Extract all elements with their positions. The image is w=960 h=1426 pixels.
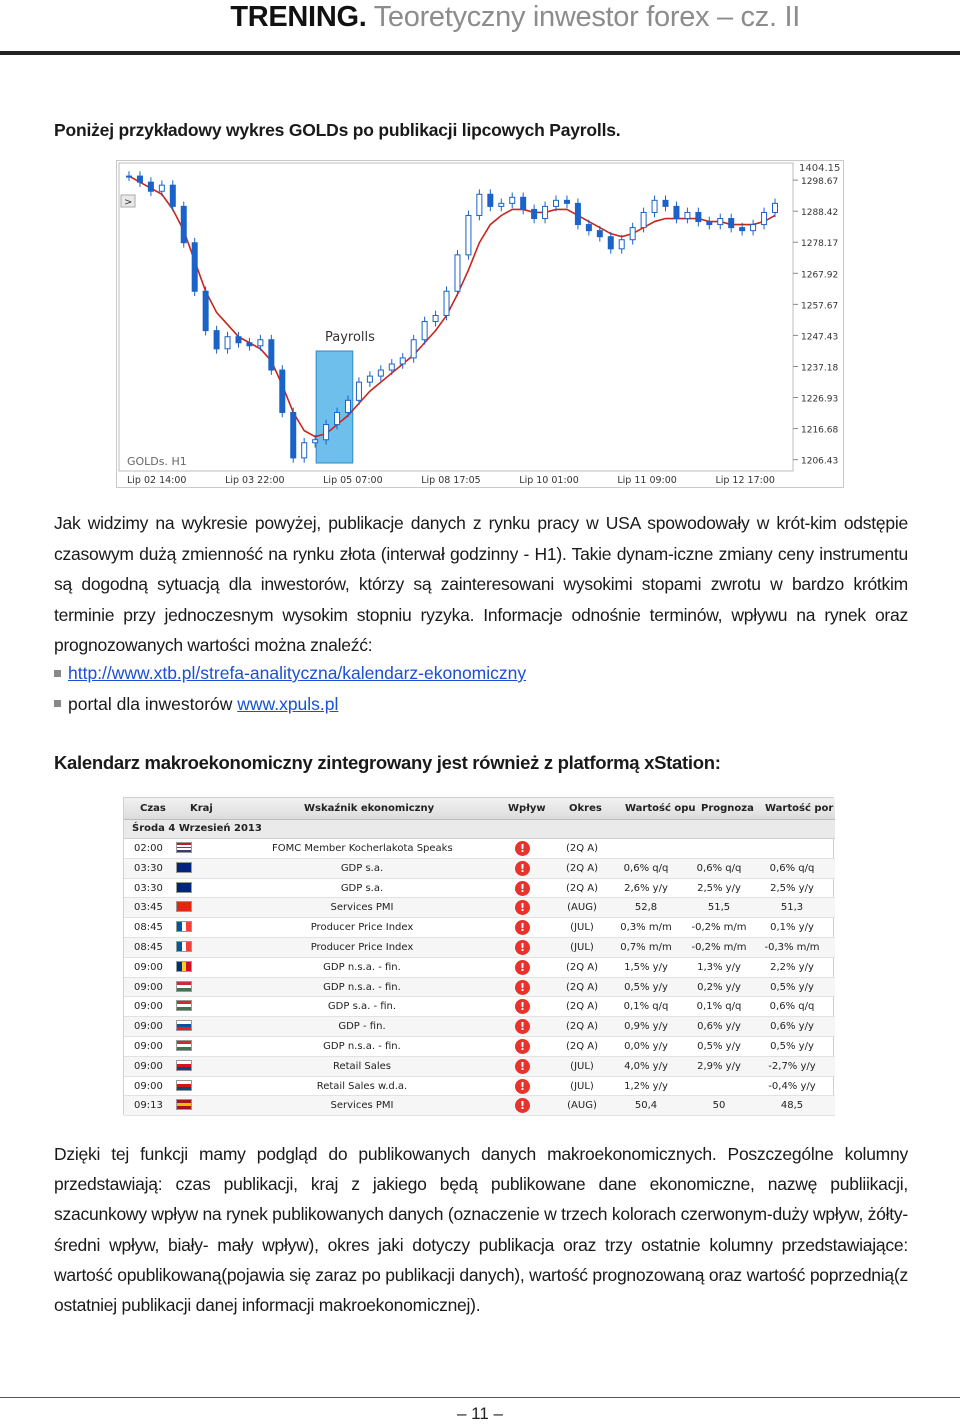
impact-high-icon: ! — [515, 920, 530, 935]
candle-body — [630, 228, 635, 240]
impact-high-icon: ! — [515, 881, 530, 896]
table-row[interactable] — [124, 997, 835, 1017]
candle-body — [269, 340, 274, 370]
candle-body — [127, 176, 132, 177]
chart-svg — [117, 161, 843, 487]
country-flag-icon — [176, 941, 192, 952]
y-tick-label: 1267.92 — [801, 270, 839, 281]
impact-high-icon: ! — [515, 980, 530, 995]
table-row[interactable] — [124, 918, 835, 938]
bullet-icon — [54, 670, 61, 677]
candle-body — [641, 212, 646, 227]
candle-body — [718, 219, 723, 225]
x-tick-label: Lip 10 01:00 — [519, 475, 579, 486]
candle-body — [444, 291, 449, 315]
candle-body — [543, 206, 548, 218]
flag-stripe — [177, 1106, 191, 1109]
row-previous: 0,5% y/y — [770, 981, 814, 993]
candle-body — [433, 315, 438, 321]
row-forecast: 50 — [712, 1100, 726, 1112]
impact-high-icon: ! — [515, 841, 530, 856]
table-row[interactable] — [124, 879, 835, 899]
candle-body — [247, 343, 252, 346]
row-indicator: FOMC Member Kocherlakota Speaks — [272, 843, 453, 854]
candle-body — [740, 228, 745, 231]
row-actual: 0,3% m/m — [620, 922, 672, 934]
y-tick-label: 1247.43 — [801, 332, 839, 343]
header-rule — [0, 51, 960, 55]
flag-stripe — [177, 908, 191, 911]
payrolls-annotation: Payrolls — [325, 330, 375, 345]
list-item-xtb — [54, 658, 526, 689]
candle-body — [488, 194, 493, 206]
y-tick-label: 1298.67 — [801, 177, 839, 188]
impact-high-icon: ! — [515, 999, 530, 1014]
candle-body — [762, 212, 767, 224]
col-previous[interactable]: Wartość por — [765, 803, 834, 814]
row-time: 03:30 — [134, 882, 163, 894]
row-time: 09:00 — [134, 1041, 163, 1052]
list-item-xpuls — [54, 689, 526, 720]
flag-stripe — [186, 962, 191, 971]
row-actual: 50,4 — [634, 1100, 658, 1112]
row-previous: 0,1% y/y — [770, 922, 814, 934]
row-time: 03:30 — [134, 862, 163, 874]
candle-body — [521, 197, 526, 209]
col-actual[interactable]: Wartość opu — [625, 803, 696, 814]
flag-stripe — [177, 1007, 191, 1010]
row-previous: -2,7% y/y — [768, 1060, 816, 1072]
candle-body — [554, 200, 559, 206]
candle-body — [367, 376, 372, 382]
candle-body — [324, 425, 329, 440]
row-actual: 4,0% y/y — [624, 1060, 668, 1072]
row-period: (2Q A) — [565, 1021, 599, 1033]
candle-body — [696, 212, 701, 221]
impact-high-icon: ! — [515, 1039, 530, 1054]
country-flag-icon — [176, 981, 192, 992]
row-forecast: 0,5% y/y — [697, 1041, 741, 1052]
row-actual: 0,0% y/y — [624, 1041, 668, 1052]
row-time: 02:00 — [134, 843, 163, 854]
row-forecast: 51,5 — [707, 902, 731, 914]
flag-stripe — [177, 988, 191, 991]
row-forecast: 1,3% y/y — [697, 961, 741, 973]
table-row[interactable] — [124, 1077, 835, 1097]
row-period: (2Q A) — [565, 1041, 599, 1052]
country-flag-icon — [176, 921, 192, 932]
col-indicator[interactable]: Wskaźnik ekonomiczny — [304, 803, 435, 814]
candle-body — [192, 243, 197, 291]
row-actual: 0,9% y/y — [624, 1021, 668, 1033]
flag-stripe — [177, 869, 191, 872]
candle-body — [455, 255, 460, 291]
col-impact[interactable]: Wpływ — [508, 803, 546, 814]
candle-body — [313, 440, 318, 443]
flag-stripe — [177, 1047, 191, 1050]
row-period: (2Q A) — [565, 1001, 599, 1013]
row-actual: 1,2% y/y — [624, 1080, 668, 1092]
impact-high-icon: ! — [515, 960, 530, 975]
row-period: (2Q A) — [565, 882, 599, 894]
flag-stripe — [186, 942, 191, 951]
candle-body — [280, 370, 285, 412]
candle-body — [510, 197, 515, 203]
row-indicator: Producer Price Index — [310, 922, 414, 934]
col-period[interactable]: Okres — [569, 803, 602, 814]
row-time: 03:45 — [134, 902, 163, 914]
links-list — [54, 658, 526, 719]
country-flag-icon — [176, 1040, 192, 1051]
row-previous: 0,6% q/q — [769, 1001, 815, 1013]
candle-body — [751, 225, 756, 231]
table-row[interactable] — [124, 898, 835, 918]
flag-stripe — [177, 1067, 191, 1070]
table-row[interactable] — [124, 978, 835, 998]
flag-stripe — [177, 1027, 191, 1030]
impact-high-icon: ! — [515, 1079, 530, 1094]
col-time[interactable]: Czas — [140, 803, 166, 814]
row-time: 09:13 — [134, 1100, 163, 1112]
row-period: (JUL) — [570, 922, 594, 934]
row-previous: 0,5% y/y — [770, 1041, 814, 1052]
candle-body — [608, 237, 613, 249]
table-row[interactable] — [124, 958, 835, 978]
y-tick-label: 1278.17 — [801, 239, 839, 250]
candle-body — [652, 200, 657, 212]
x-tick-label: Lip 05 07:00 — [323, 475, 383, 486]
candle-body — [214, 331, 219, 349]
y-tick-label: 1237.18 — [801, 363, 839, 374]
row-time: 09:00 — [134, 981, 163, 993]
flag-stripe — [177, 889, 191, 892]
impact-high-icon: ! — [515, 1059, 530, 1074]
impact-high-icon: ! — [515, 900, 530, 915]
candle-body — [411, 340, 416, 358]
candle-body — [422, 322, 427, 340]
impact-high-icon: ! — [515, 861, 530, 876]
list-item-text: portal dla inwestorów — [68, 693, 233, 714]
flag-stripe — [177, 850, 191, 852]
country-flag-icon — [176, 1099, 192, 1110]
candle-body — [619, 240, 624, 249]
y-tick-label: 1226.93 — [801, 394, 839, 405]
candle-body — [499, 203, 504, 206]
row-period: (2Q A) — [565, 843, 599, 854]
candle-body — [729, 219, 734, 228]
candle-body — [335, 412, 340, 424]
country-flag-icon — [176, 842, 192, 853]
row-time: 09:00 — [134, 1021, 163, 1033]
country-flag-icon — [176, 1080, 192, 1091]
xpuls-link[interactable]: www.xpuls.pl — [237, 693, 339, 714]
row-time: 09:00 — [134, 1080, 163, 1092]
candle-body — [663, 200, 668, 206]
table-row[interactable] — [124, 859, 835, 879]
expand-glyph: > — [124, 197, 133, 208]
row-previous: 2,5% y/y — [770, 882, 814, 894]
y-tick-label: 1206.43 — [801, 456, 839, 467]
xtb-calendar-link[interactable]: http://www.xtb.pl/strefa-analityczna/kalendarz-ekonomiczny — [68, 663, 527, 683]
y-tick-label: 1288.42 — [801, 208, 839, 219]
row-previous: 2,2% y/y — [770, 961, 814, 973]
candle-body — [258, 340, 263, 346]
row-forecast: -0,2% m/m — [691, 942, 747, 953]
country-flag-icon — [176, 1020, 192, 1031]
y-tick-label: 1257.67 — [801, 301, 839, 312]
candle-body — [302, 443, 307, 458]
col-country[interactable]: Kraj — [190, 803, 213, 814]
calendar-header-row — [124, 798, 835, 820]
row-actual: 0,1% q/q — [623, 1001, 669, 1013]
candle-body — [225, 337, 230, 349]
x-tick-label: Lip 08 17:05 — [421, 475, 481, 486]
row-period: (2Q A) — [565, 862, 599, 874]
table-row[interactable] — [124, 1017, 835, 1037]
row-actual: 0,6% q/q — [623, 862, 669, 874]
candle-body — [378, 370, 383, 376]
candle-body — [137, 176, 142, 182]
candle-body — [170, 185, 175, 206]
row-previous: 51,3 — [780, 902, 804, 914]
candle-body — [181, 206, 186, 242]
table-row[interactable] — [124, 1057, 835, 1077]
candle-body — [477, 194, 482, 215]
row-period: (JUL) — [570, 1060, 594, 1072]
row-actual: 52,8 — [634, 902, 658, 914]
row-period: (AUG) — [567, 902, 597, 914]
row-previous: -0,3% m/m — [764, 942, 820, 953]
row-indicator: GDP n.s.a. - fin. — [323, 981, 401, 993]
current-price-label: 1404.15 — [799, 163, 841, 174]
table-row[interactable] — [124, 1096, 835, 1116]
bullet-icon — [54, 700, 61, 707]
candle-body — [466, 215, 471, 254]
row-actual: 1,5% y/y — [624, 961, 668, 973]
col-forecast[interactable]: Prognoza — [701, 803, 754, 814]
calendar-date: Środa 4 Wrzesień 2013 — [132, 823, 262, 834]
country-flag-icon — [176, 882, 192, 893]
row-indicator: GDP - fin. — [338, 1021, 386, 1033]
row-forecast: 2,5% y/y — [697, 882, 741, 894]
calendar-date-row — [124, 820, 835, 839]
row-actual: 2,6% y/y — [624, 882, 668, 894]
x-tick-label: Lip 02 14:00 — [127, 475, 187, 486]
row-time: 09:00 — [134, 961, 163, 973]
row-previous: -0,4% y/y — [768, 1080, 816, 1092]
table-row[interactable] — [124, 839, 835, 859]
impact-high-icon: ! — [515, 940, 530, 955]
candle-body — [356, 382, 361, 400]
row-time: 09:00 — [134, 1060, 163, 1072]
candle-body — [236, 337, 241, 343]
candle-body — [203, 291, 208, 330]
page-number: – 11 – — [456, 1404, 503, 1423]
row-indicator: Services PMI — [330, 902, 394, 914]
row-indicator: GDP n.s.a. - fin. — [323, 961, 401, 973]
intro-paragraph: Poniżej przykładowy wykres GOLDs po publikacji lipcowych Payrolls. — [54, 120, 621, 140]
row-indicator: Retail Sales — [332, 1060, 392, 1072]
row-indicator: GDP s.a. — [340, 862, 384, 874]
table-row[interactable] — [124, 1037, 835, 1057]
row-time: 09:00 — [134, 1001, 163, 1013]
candle-body — [532, 209, 537, 218]
candle-body — [291, 412, 296, 457]
row-indicator: GDP n.s.a. - fin. — [323, 1041, 401, 1052]
row-indicator: Producer Price Index — [310, 942, 414, 953]
row-forecast: 0,6% q/q — [696, 862, 742, 874]
impact-high-icon: ! — [515, 1019, 530, 1034]
row-indicator: GDP s.a. - fin. — [327, 1001, 397, 1013]
candle-body — [773, 203, 778, 212]
candle-body — [597, 231, 602, 237]
x-tick-label: Lip 11 09:00 — [617, 475, 677, 486]
row-forecast: 0,6% y/y — [697, 1021, 741, 1033]
row-forecast: -0,2% m/m — [691, 922, 747, 934]
country-flag-icon — [176, 1000, 192, 1011]
row-period: (JUL) — [570, 942, 594, 953]
row-previous: 48,5 — [780, 1100, 804, 1112]
candle-body — [159, 185, 164, 191]
candle-body — [674, 206, 679, 218]
row-actual: 0,5% y/y — [624, 981, 668, 993]
row-period: (JUL) — [570, 1080, 594, 1092]
candle-body — [345, 400, 350, 412]
row-indicator: GDP s.a. — [340, 882, 384, 894]
row-previous: 0,6% q/q — [769, 862, 815, 874]
title-light: Teoretyczny inwestor forex – cz. II — [373, 1, 800, 33]
row-time: 08:45 — [134, 922, 163, 934]
candle-body — [389, 364, 394, 370]
final-paragraph: Dzięki tej funkcji mamy podgląd do publikowanych danych makroekonomicznych. Poszczególne kolumny przedstawiają: czas publikacji, kraj z jakiego będą publikowane dane ekonomiczne, nazwę publiikacji, szacunkowy wpływ na rynek publikowanych danych (oznaczenie w trzech kolorach czerwonym-duży wpływ, żółty- średni wpływ, biały- mały wpływ), okres jaki dotyczy publikacja oraz trzy ostatnie kolumny przedstawiające: wartość opublikowaną(pojawia się zaraz po publikacji danych), wartość prognozowaną oraz wartość poprzednią(z ostatniej publikacji danej informacji makroekonomicznej). — [54, 1144, 908, 1316]
x-tick-label: Lip 03 22:00 — [225, 475, 285, 486]
country-flag-icon — [176, 1060, 192, 1071]
calendar-heading: Kalendarz makroekonomiczny zintegrowany jest również z platformą xStation: — [54, 752, 721, 773]
document-title — [230, 0, 800, 34]
row-period: (AUG) — [567, 1100, 597, 1112]
row-period: (2Q A) — [565, 961, 599, 973]
gold-chart — [116, 160, 844, 488]
body-paragraph: Jak widzimy na wykresie powyżej, publikacje danych z rynku pracy w USA spowodowały w krót-kim odstępie czasowym dużą zmienność na rynku złota (interwał godzinny - H1). Takie dynam-iczne zmiany ceny instrumentu są dogodną sytuacją dla inwestorów, którzy są zainteresowani wysokimi stopami zwrotu w bardzo krótkim terminie przy jednoczesnym wysokim stopniu ryzyka. Informacje odnośnie terminów, wpływu na rynek oraz prognozowanych wartości można znaleźć: — [54, 513, 908, 655]
candle-body — [575, 203, 580, 224]
row-forecast: 0,2% y/y — [697, 981, 741, 993]
row-forecast: 2,9% y/y — [697, 1060, 741, 1072]
x-tick-label: Lip 12 17:00 — [715, 475, 775, 486]
candle-body — [564, 200, 569, 203]
row-indicator: Services PMI — [330, 1100, 394, 1112]
row-forecast: 0,1% q/q — [696, 1001, 742, 1013]
impact-high-icon: ! — [515, 1098, 530, 1113]
flag-stripe — [177, 1087, 191, 1090]
candle-body — [148, 182, 153, 191]
chart-title: GOLDs. H1 — [127, 455, 187, 468]
footer-rule — [0, 1397, 960, 1398]
y-tick-label: 1216.68 — [801, 425, 839, 436]
country-flag-icon — [176, 961, 192, 972]
flag-stripe — [186, 922, 191, 931]
economic-calendar — [123, 797, 834, 1115]
candle-body — [586, 225, 591, 231]
candle-body — [707, 222, 712, 225]
page-header — [0, 0, 960, 60]
title-strong: TRENING. — [230, 1, 367, 33]
country-flag-icon — [176, 862, 192, 873]
row-period: (2Q A) — [565, 981, 599, 993]
table-row[interactable] — [124, 938, 835, 958]
candle-body — [685, 212, 690, 218]
row-indicator: Retail Sales w.d.a. — [316, 1080, 408, 1092]
row-previous: 0,6% y/y — [770, 1021, 814, 1033]
row-actual: 0,7% m/m — [620, 942, 672, 953]
country-flag-icon — [176, 901, 192, 912]
candle-body — [400, 358, 405, 364]
row-time: 08:45 — [134, 942, 163, 953]
